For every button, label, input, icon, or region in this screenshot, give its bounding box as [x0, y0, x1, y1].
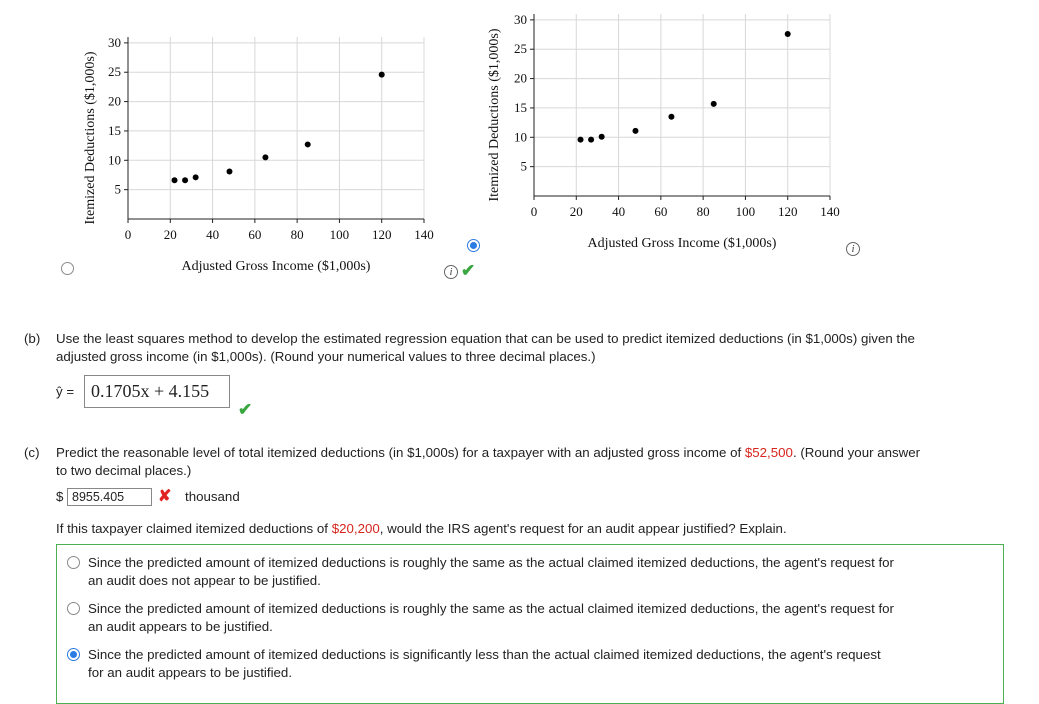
x-tick-label: 140	[414, 227, 434, 242]
x-tick-label: 80	[290, 227, 304, 242]
data-point	[193, 174, 199, 180]
option-1-line1[interactable]: Since the predicted amount of itemized deductions is roughly the same as the actual claimed itemized deductions, the agent's request for	[88, 555, 894, 570]
y-tick-label: 10	[514, 129, 527, 145]
data-point	[599, 134, 605, 140]
part-c-question-text: Predict the reasonable level of total itemized deductions (in $1,000s) for a taxpayer with an adjusted gross income of	[56, 445, 745, 460]
x-tick-label: 60	[654, 204, 668, 219]
data-point	[305, 141, 311, 147]
data-point	[632, 128, 638, 134]
x-tick-label: 100	[735, 204, 756, 219]
part-c-question-text-end: . (Round your answer	[792, 445, 921, 460]
data-point	[668, 114, 674, 120]
unit-label: thousand	[185, 489, 240, 504]
regression-equation-field[interactable]: 0.1705x + 4.155	[84, 375, 230, 408]
income-amount: $52,500	[744, 445, 793, 460]
left-scatter-chart	[80, 20, 440, 280]
y-axis-label: Itemized Deductions ($1,000s)	[487, 28, 502, 202]
correct-check-icon: ✔	[238, 400, 253, 419]
right-scatter-chart	[482, 0, 862, 260]
yhat-label: ŷ =	[56, 384, 75, 399]
audit-question	[56, 520, 787, 538]
audit-question-text-end: , would the IRS agent's request for an audit appear justified? Explain.	[379, 521, 787, 536]
x-tick-label: 20	[569, 204, 583, 219]
incorrect-cross-icon: ✘	[158, 488, 172, 505]
part-c-question-line2: to two decimal places.)	[56, 463, 192, 478]
y-tick-label: 15	[514, 99, 527, 115]
option-1-radio[interactable]	[67, 556, 80, 569]
audit-question-text: If this taxpayer claimed itemized deductions of	[56, 521, 332, 536]
data-point	[182, 177, 188, 183]
data-point	[262, 154, 268, 160]
data-point	[711, 101, 717, 107]
option-3-line1[interactable]: Since the predicted amount of itemized deductions is significantly less than the actual claimed itemized deductions, the agent's request	[88, 647, 881, 662]
info-icon[interactable]: i	[846, 242, 860, 256]
x-tick-label: 0	[530, 204, 538, 219]
option-2-radio[interactable]	[67, 602, 80, 615]
x-tick-label: 80	[696, 204, 710, 219]
x-tick-label: 20	[163, 227, 177, 242]
y-tick-label: 10	[108, 152, 121, 168]
y-tick-label: 30	[514, 11, 527, 27]
y-tick-label: 5	[520, 158, 527, 174]
part-c-question-line1	[56, 444, 920, 462]
correct-check-icon: ✔	[461, 261, 476, 280]
y-tick-label: 20	[108, 93, 121, 109]
data-point	[379, 72, 385, 78]
data-point	[226, 168, 232, 174]
x-tick-label: 40	[612, 204, 626, 219]
option-1-line2[interactable]: an audit does not appear to be justified.	[88, 573, 321, 588]
x-tick-label: 60	[248, 227, 262, 242]
x-tick-label: 100	[329, 227, 350, 242]
option-3-line2[interactable]: for an audit appears to be justified.	[88, 665, 293, 680]
part-b-question-line2: adjusted gross income (in $1,000s). (Round your numerical values to three decimal places.)	[56, 349, 596, 364]
option-3-radio[interactable]	[67, 648, 80, 661]
y-tick-label: 25	[514, 41, 527, 57]
y-tick-label: 25	[108, 64, 121, 80]
y-tick-label: 15	[108, 122, 121, 138]
data-point	[588, 137, 594, 143]
data-point	[172, 177, 178, 183]
x-tick-label: 120	[777, 204, 798, 219]
chart-option-a-radio[interactable]	[61, 262, 74, 275]
x-tick-label: 120	[371, 227, 392, 242]
x-tick-label: 140	[820, 204, 840, 219]
x-tick-label: 40	[206, 227, 220, 242]
dollar-sign: $	[56, 489, 64, 504]
part-c-label: (c)	[24, 445, 40, 460]
y-axis-label: Itemized Deductions ($1,000s)	[83, 51, 98, 225]
chart-option-b-radio[interactable]	[467, 239, 480, 252]
part-b-question-line1: Use the least squares method to develop the estimated regression equation that can be used to predict itemized deductions (in $1,000s) given the	[56, 331, 915, 346]
part-b-label: (b)	[24, 331, 41, 346]
info-icon[interactable]: i	[444, 265, 458, 279]
claimed-amount: $20,200	[331, 521, 380, 536]
prediction-input[interactable]: 8955.405	[67, 488, 152, 506]
x-axis-label: Adjusted Gross Income ($1,000s)	[587, 236, 777, 251]
option-2-line1[interactable]: Since the predicted amount of itemized deductions is roughly the same as the actual claimed itemized deductions, the agent's request for	[88, 601, 894, 616]
y-tick-label: 5	[114, 181, 121, 197]
x-axis-label: Adjusted Gross Income ($1,000s)	[181, 259, 371, 274]
y-tick-label: 30	[108, 34, 121, 50]
x-tick-label: 0	[124, 227, 132, 242]
data-point	[578, 137, 584, 143]
y-tick-label: 20	[514, 70, 527, 86]
option-2-line2[interactable]: an audit appears to be justified.	[88, 619, 273, 634]
data-point	[785, 31, 791, 37]
